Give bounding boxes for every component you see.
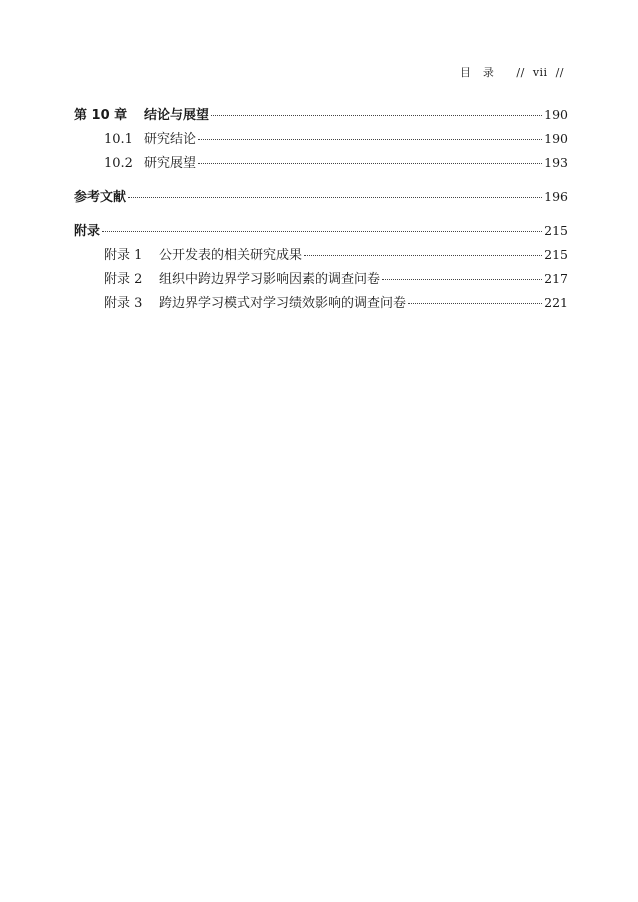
running-head-title: 目 录 [459, 66, 495, 79]
running-head-separator-after: // [555, 66, 564, 79]
running-head-page-number: vii [532, 66, 548, 79]
toc-page-number: 193 [544, 155, 568, 170]
toc-page-number: 215 [544, 223, 568, 238]
table-of-contents [74, 104, 568, 316]
toc-appendix-number: 附录 1 [104, 248, 143, 263]
toc-page-number: 221 [544, 295, 568, 310]
dot-leader [304, 255, 542, 256]
toc-entry-chapter-10[interactable] [74, 104, 568, 128]
toc-page-number: 215 [544, 247, 568, 262]
toc-references-title: 参考文献 [74, 190, 127, 205]
toc-section-number: 10.2 [104, 156, 133, 171]
running-head-separator: // [516, 66, 525, 79]
toc-entry-appendix-3[interactable] [74, 292, 568, 316]
toc-entry-section-10-1[interactable] [74, 128, 568, 152]
toc-section-title: 研究结论 [144, 132, 197, 147]
toc-page-number: 190 [544, 131, 568, 146]
toc-section-number: 10.1 [104, 132, 133, 147]
toc-chapter-title: 结论与展望 [144, 108, 210, 123]
toc-entry-section-10-2[interactable] [74, 152, 568, 176]
dot-leader [211, 115, 542, 116]
dot-leader [102, 231, 542, 232]
toc-page-number: 190 [544, 107, 568, 122]
toc-appendix-title: 附录 [74, 224, 101, 239]
toc-appendix-number: 附录 2 [104, 272, 143, 287]
toc-appendix-item-title: 公开发表的相关研究成果 [159, 248, 303, 263]
toc-appendix-item-title: 组织中跨边界学习影响因素的调查问卷 [159, 272, 381, 287]
toc-page-number: 217 [544, 271, 568, 286]
toc-chapter-number: 第 10 章 [74, 108, 128, 123]
dot-leader [198, 163, 542, 164]
dot-leader [408, 303, 542, 304]
toc-entry-references[interactable] [74, 186, 568, 210]
dot-leader [198, 139, 542, 140]
toc-entry-appendix-1[interactable] [74, 244, 568, 268]
running-head [460, 64, 568, 80]
toc-section-title: 研究展望 [144, 156, 197, 171]
dot-leader [128, 197, 542, 198]
toc-entry-appendix[interactable] [74, 220, 568, 244]
toc-page-number: 196 [544, 189, 568, 204]
dot-leader [382, 279, 542, 280]
toc-appendix-item-title: 跨边界学习模式对学习绩效影响的调查问卷 [159, 296, 407, 311]
toc-appendix-number: 附录 3 [104, 296, 143, 311]
toc-entry-appendix-2[interactable] [74, 268, 568, 292]
